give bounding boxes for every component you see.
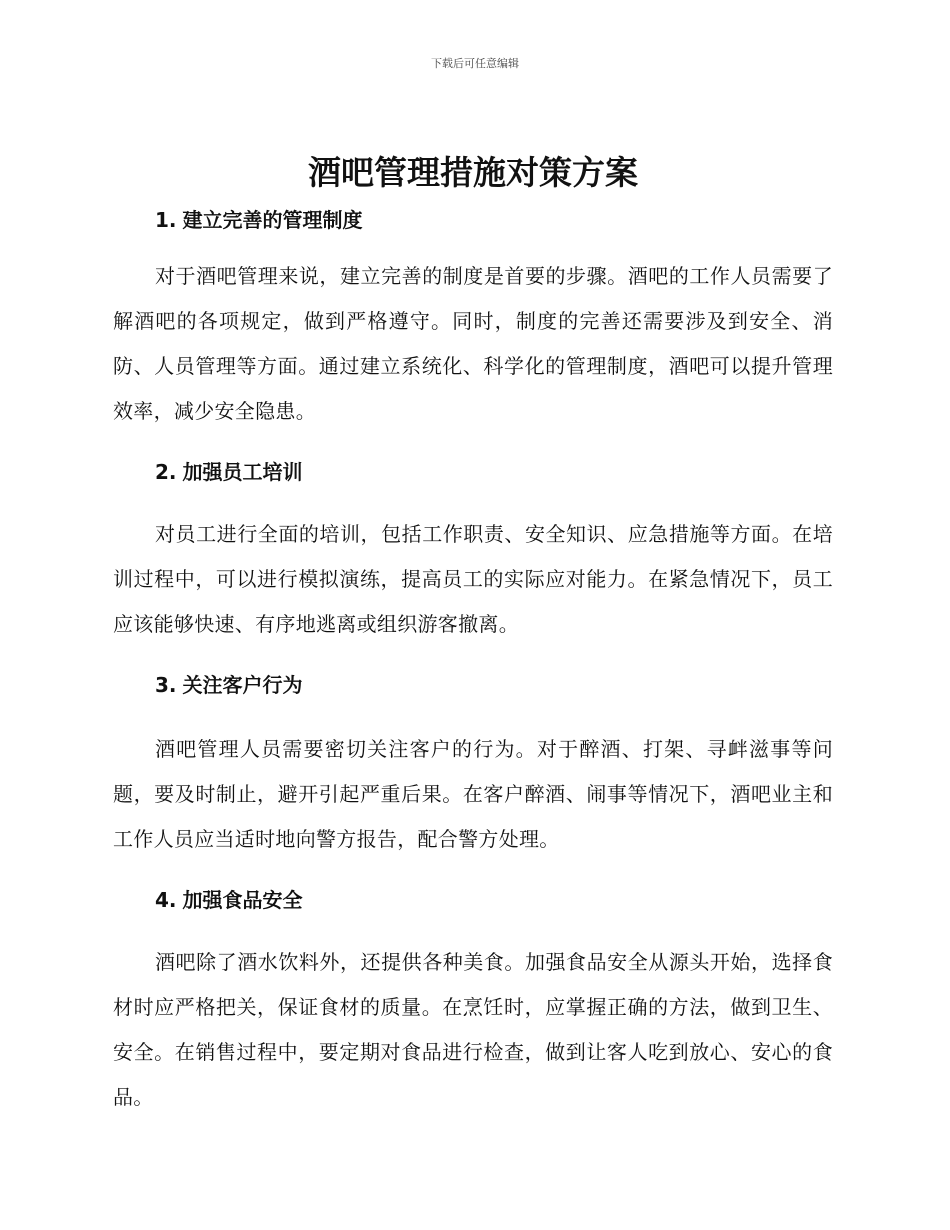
section-number: 4. <box>155 888 177 912</box>
section-number: 2. <box>155 460 177 484</box>
section-heading <box>113 671 833 699</box>
section-title: 关注客户行为 <box>182 673 303 697</box>
document-body <box>113 150 833 1120</box>
document-title: 酒吧管理措施对策方案 <box>308 153 638 192</box>
section-title: 加强员工培训 <box>182 460 303 484</box>
section-title: 建立完善的管理制度 <box>182 208 363 232</box>
section-2 <box>113 458 833 647</box>
section-paragraph: 酒吧管理人员需要密切关注客户的行为。对于醉酒、打架、寻衅滋事等问题，要及时制止，避开引起严重后果。在客户醉酒、闹事等情况下，酒吧业主和工作人员应当适时地向警方报告，配合警方处理。 <box>113 737 833 851</box>
section-title: 加强食品安全 <box>182 888 303 912</box>
section-3 <box>113 671 833 862</box>
section-number: 1. <box>155 208 177 232</box>
section-heading <box>113 206 833 234</box>
section-4 <box>113 886 833 1120</box>
section-paragraph: 对于酒吧管理来说，建立完善的制度是首要的步骤。酒吧的工作人员需要了解酒吧的各项规定，做到严格遵守。同时，制度的完善还需要涉及到安全、消防、人员管理等方面。通过建立系统化、科学化的管理制度，酒吧可以提升管理效率，减少安全隐患。 <box>113 264 833 423</box>
section-1 <box>113 206 833 434</box>
section-heading <box>113 886 833 914</box>
section-heading <box>113 458 833 486</box>
section-paragraph: 酒吧除了酒水饮料外，还提供各种美食。加强食品安全从源头开始，选择食材时应严格把关，保证食材的质量。在烹饪时，应掌握正确的方法，做到卫生、安全。在销售过程中，要定期对食品进行检查，做到让客人吃到放心、安心的食品。 <box>113 950 833 1109</box>
section-paragraph: 对员工进行全面的培训，包括工作职责、安全知识、应急措施等方面。在培训过程中，可以进行模拟演练，提高员工的实际应对能力。在紧急情况下，员工应该能够快速、有序地逃离或组织游客撤离。 <box>113 522 833 636</box>
header-note: 下载后可任意编辑 <box>431 57 519 70</box>
section-number: 3. <box>155 673 177 697</box>
